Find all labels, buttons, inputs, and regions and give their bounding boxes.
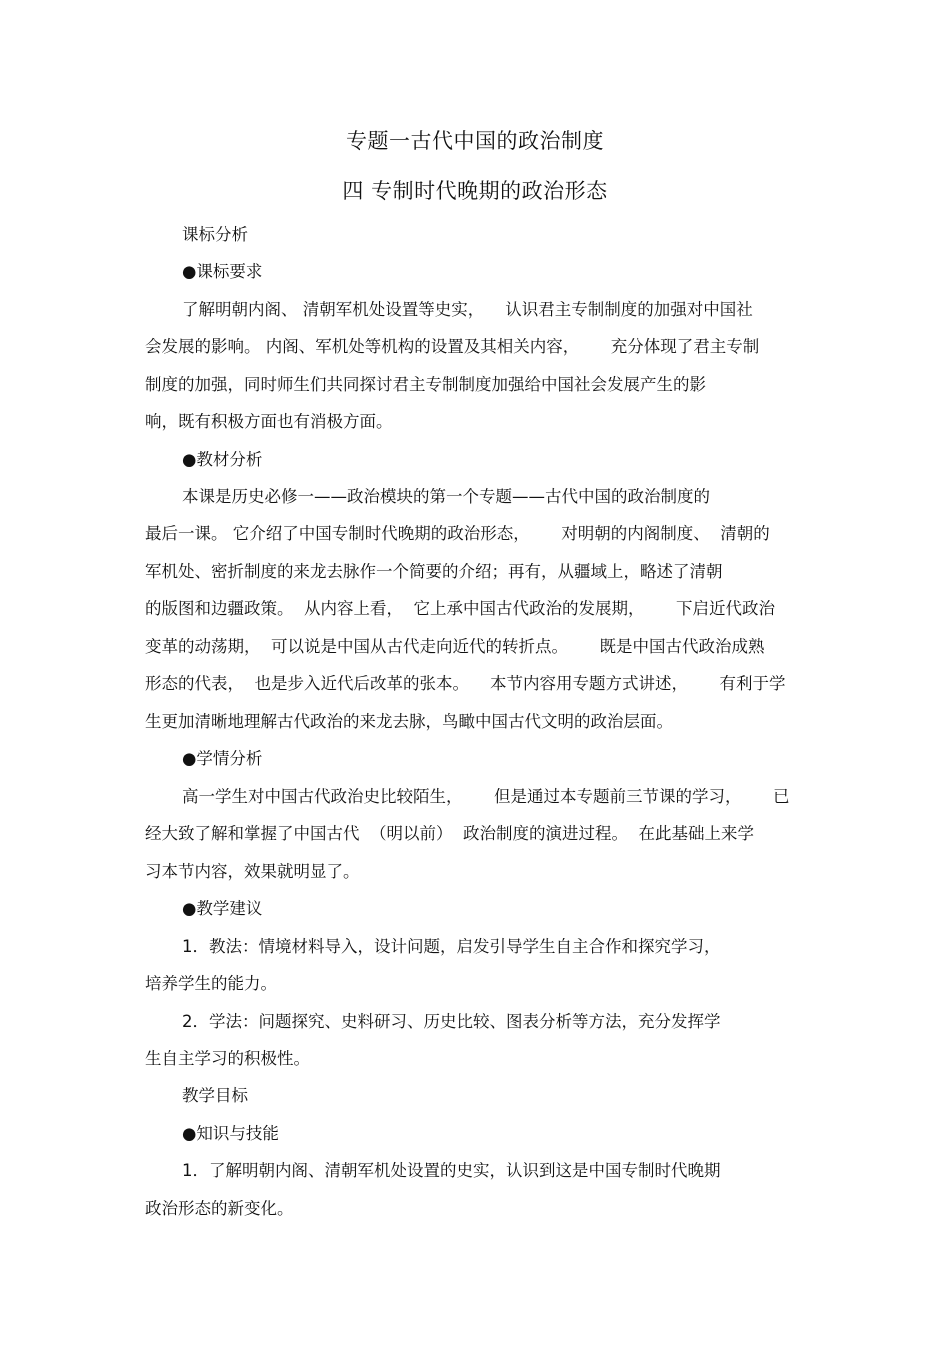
section-heading-teaching-objectives: 教学目标 bbox=[182, 1086, 248, 1105]
paragraph-line: 高一学生对中国古代政治史比较陌生， 但是通过本专题前三节课的学习， 已 bbox=[182, 787, 790, 806]
paragraph-line: 了解明朝内阁、 清朝军机处设置等史实， 认识君主专制制度的加强对中国社 bbox=[182, 300, 753, 319]
paragraph-line: 1．教法：情境材料导入，设计问题，启发引导学生自主合作和探究学习， bbox=[182, 937, 721, 956]
subheading-teaching-suggestions: ●教学建议 bbox=[182, 899, 263, 918]
subheading-knowledge-skills: ●知识与技能 bbox=[182, 1124, 279, 1143]
subheading-curriculum-requirements: ●课标要求 bbox=[182, 262, 263, 281]
paragraph-line: 习本节内容，效果就明显了。 bbox=[145, 862, 360, 881]
paragraph-line: 1．了解明朝内阁、清朝军机处设置的史实，认识到这是中国专制时代晚期 bbox=[182, 1161, 721, 1180]
paragraph-line: 政治形态的新变化。 bbox=[145, 1199, 294, 1218]
document-title: 专题一古代中国的政治制度 bbox=[346, 129, 604, 153]
section-heading-curriculum-analysis: 课标分析 bbox=[182, 225, 248, 244]
subheading-student-analysis: ●学情分析 bbox=[182, 749, 263, 768]
paragraph-line: 军机处、密折制度的来龙去脉作一个简要的介绍；再有，从疆域上，略述了清朝 bbox=[145, 562, 723, 581]
document-subtitle: 四 专制时代晚期的政治形态 bbox=[342, 179, 608, 203]
paragraph-line: 形态的代表， 也是步入近代后改革的张本。 本节内容用专题方式讲述， 有利于学 bbox=[145, 674, 786, 693]
paragraph-line: 最后一课。 它介绍了中国专制时代晚期的政治形态， 对明朝的内阁制度、 清朝的 bbox=[145, 524, 770, 543]
paragraph-line: 会发展的影响。 内阁、军机处等机构的设置及其相关内容， 充分体现了君主专制 bbox=[145, 337, 760, 356]
paragraph-line: 生更加清晰地理解古代政治的来龙去脉，鸟瞰中国古代文明的政治层面。 bbox=[145, 712, 673, 731]
paragraph-line: 经大致了解和掌握了中国古代 （明以前） 政治制度的演进过程。 在此基础上来学 bbox=[145, 824, 754, 843]
paragraph-line: 的版图和边疆政策。 从内容上看， 它上承中国古代政治的发展期， 下启近代政治 bbox=[145, 599, 775, 618]
paragraph-line: 变革的动荡期， 可以说是中国从古代走向近代的转折点。 既是中国古代政治成熟 bbox=[145, 637, 765, 656]
subheading-textbook-analysis: ●教材分析 bbox=[182, 450, 263, 469]
paragraph-line: 2．学法：问题探究、史料研习、历史比较、图表分析等方法，充分发挥学 bbox=[182, 1012, 721, 1031]
paragraph-line: 培养学生的能力。 bbox=[145, 974, 277, 993]
paragraph-line: 本课是历史必修一——政治模块的第一个专题——古代中国的政治制度的 bbox=[182, 487, 710, 506]
paragraph-line: 响，既有积极方面也有消极方面。 bbox=[145, 412, 393, 431]
paragraph-line: 制度的加强，同时师生们共同探讨君主专制制度加强给中国社会发展产生的影 bbox=[145, 375, 706, 394]
paragraph-line: 生自主学习的积极性。 bbox=[145, 1049, 310, 1068]
